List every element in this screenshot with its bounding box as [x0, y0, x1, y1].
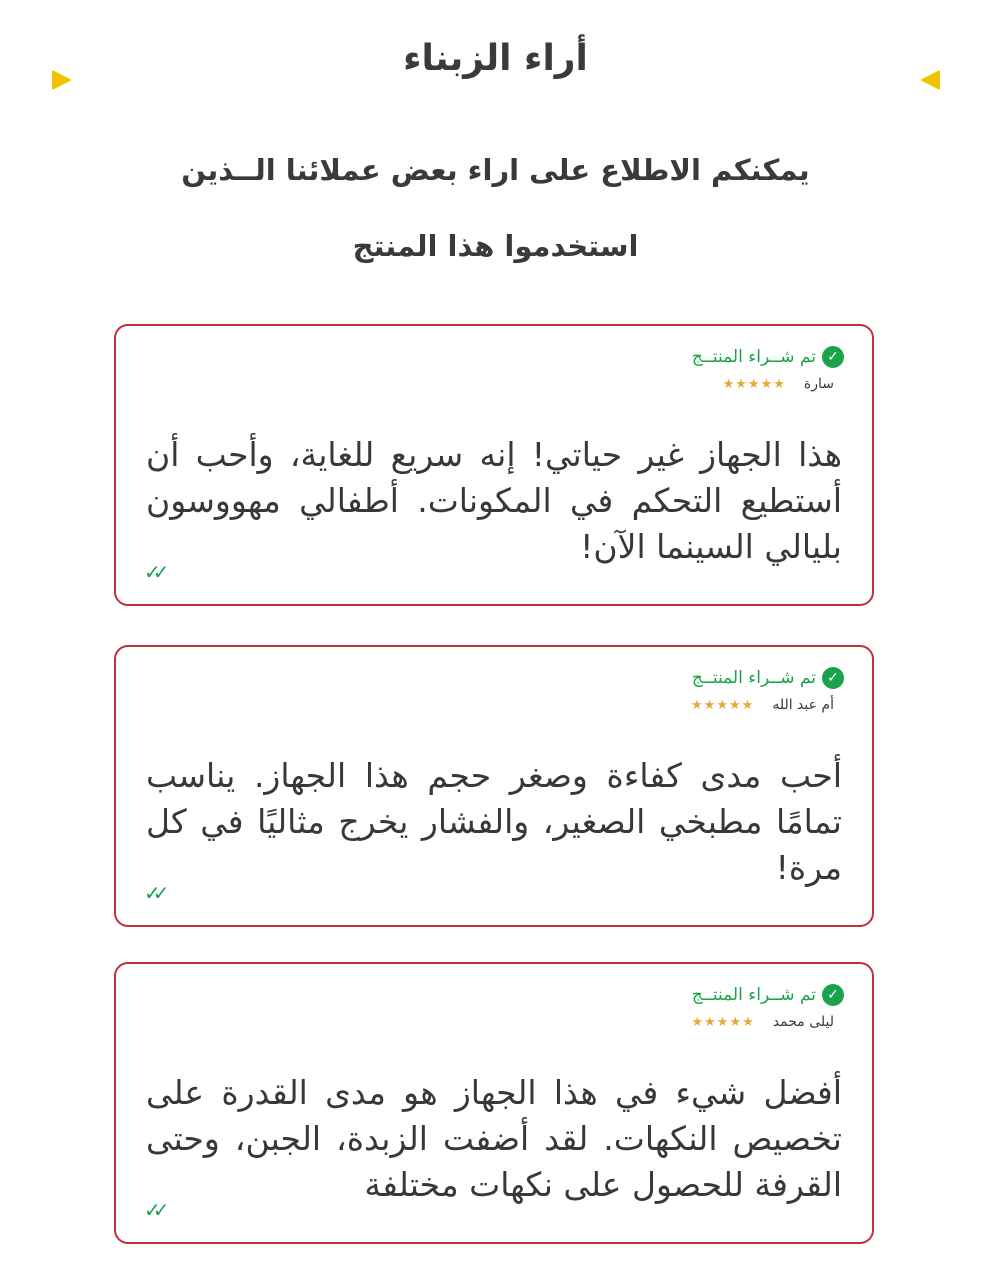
verified-purchase-label: تم شــراء المنتــج [691, 668, 816, 688]
reviewer-meta [723, 376, 834, 392]
double-check-icon: ✓✓ [144, 1198, 162, 1222]
carousel-arrow-right-icon[interactable] [920, 70, 940, 90]
review-text: هذا الجهاز غير حياتي! إنه سريع للغاية، وأحب أن أستطيع التحكم في المكونات. أطفالي مهووسون بليالي السينما الآن! [146, 435, 842, 566]
review-text: أفضل شيء في هذا الجهاز هو مدى القدرة على تخصيص النكهات. لقد أضفت الزبدة، الجبن، وحتى القرفة للحصول على نكهات مختلفة [146, 1073, 842, 1204]
reviewer-name: ليلى محمد [772, 1014, 834, 1030]
check-circle-icon: ✓ [822, 346, 844, 368]
star-rating-icon: ★★★★★ [722, 376, 786, 392]
reviewer-meta [691, 697, 834, 713]
reviewer-name: سارة [803, 376, 834, 392]
check-circle-icon: ✓ [822, 984, 844, 1006]
double-check-icon: ✓✓ [144, 881, 162, 905]
verified-purchase [692, 984, 844, 1006]
verified-purchase [692, 346, 844, 368]
reviewer-name: أم عبد الله [772, 697, 834, 713]
review-card [114, 645, 874, 927]
verified-purchase-label: تم شــراء المنتــج [691, 347, 816, 367]
review-text: أحب مدى كفاءة وصغر حجم هذا الجهاز. يناسب تمامًا مطبخي الصغير، والفشار يخرج مثاليًا في كل مرة! [146, 756, 842, 887]
review-card [114, 962, 874, 1244]
page-title: أراء الزبناء [403, 38, 588, 79]
verified-purchase-label: تم شــراء المنتــج [691, 985, 816, 1005]
star-rating-icon: ★★★★★ [691, 1014, 755, 1030]
reviewer-meta [691, 1014, 834, 1030]
review-card [114, 324, 874, 606]
check-circle-icon: ✓ [822, 667, 844, 689]
page-header [0, 0, 991, 110]
star-rating-icon: ★★★★★ [691, 697, 755, 713]
verified-purchase [692, 667, 844, 689]
double-check-icon: ✓✓ [144, 560, 162, 584]
page-subtitle: يمكنكم الاطلاع على اراء بعض عملائنا الــذين استخدموا هذا المنتج [181, 153, 810, 263]
